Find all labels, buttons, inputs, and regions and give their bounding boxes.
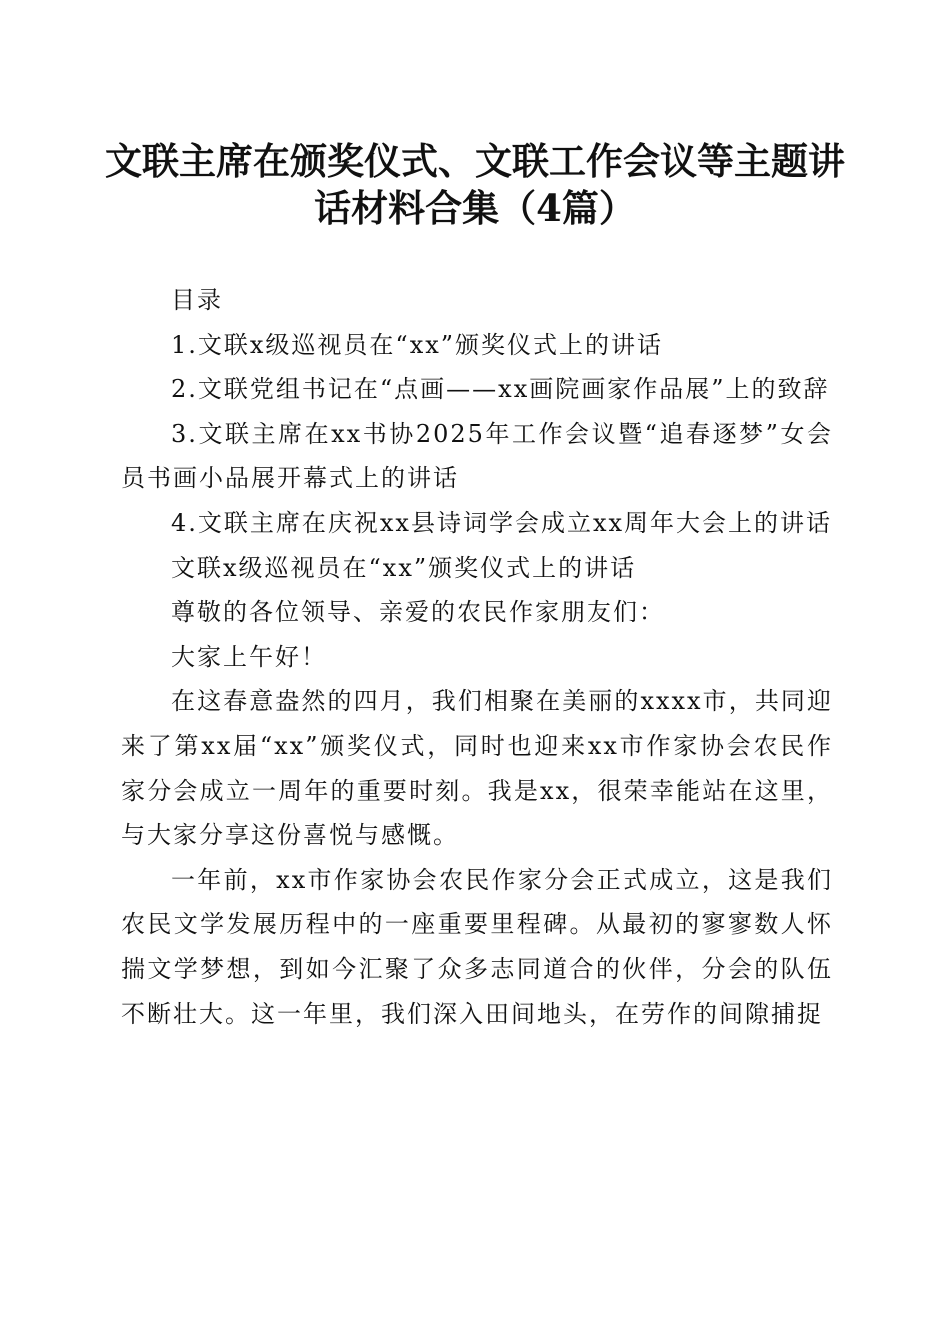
title-line-2: 话材料合集（4篇） [314,186,636,230]
speech-greeting: 大家上午好！ [171,642,327,671]
title-line-1: 文联主席在颁奖仪式、文联工作会议等主题讲 [105,139,845,183]
toc-item-1: 1.文联x级巡视员在“xx”颁奖仪式上的讲话 [171,330,664,359]
toc-item-3: 3.文联主席在xx书协2025年工作会议暨“追春逐梦”女会员书画小品展开幕式上的讲话 [121,419,833,493]
document-title [100,138,850,232]
speech-heading: 文联x级巡视员在“xx”颁奖仪式上的讲话 [171,553,637,582]
speech-salutation: 尊敬的各位领导、亲爱的农民作家朋友们： [171,598,665,627]
toc-item-2: 2.文联党组书记在“点画——xx画院画家作品展”上的致辞 [171,375,830,404]
speech-paragraph: 一年前，xx市作家协会农民作家分会正式成立，这是我们农民文学发展历程中的一座重要里程碑。从最初的寥寥数人怀揣文学梦想，到如今汇聚了众多志同道合的伙伴，分会的队伍不断壮大。这一年里，我们深入田间地头，在劳作的间隙捕捉 [121,865,833,1028]
speech-paragraph: 在这春意盎然的四月，我们相聚在美丽的xxxx市，共同迎来了第xx届“xx”颁奖仪式，同时也迎来xx市作家协会农民作家分会成立一周年的重要时刻。我是xx，很荣幸能站在这里，与大家分享这份喜悦与感慨。 [121,687,833,850]
toc-heading: 目录 [171,286,223,314]
document-body [121,278,833,1036]
toc-item-4: 4.文联主席在庆祝xx县诗词学会成立xx周年大会上的讲话 [171,508,833,537]
